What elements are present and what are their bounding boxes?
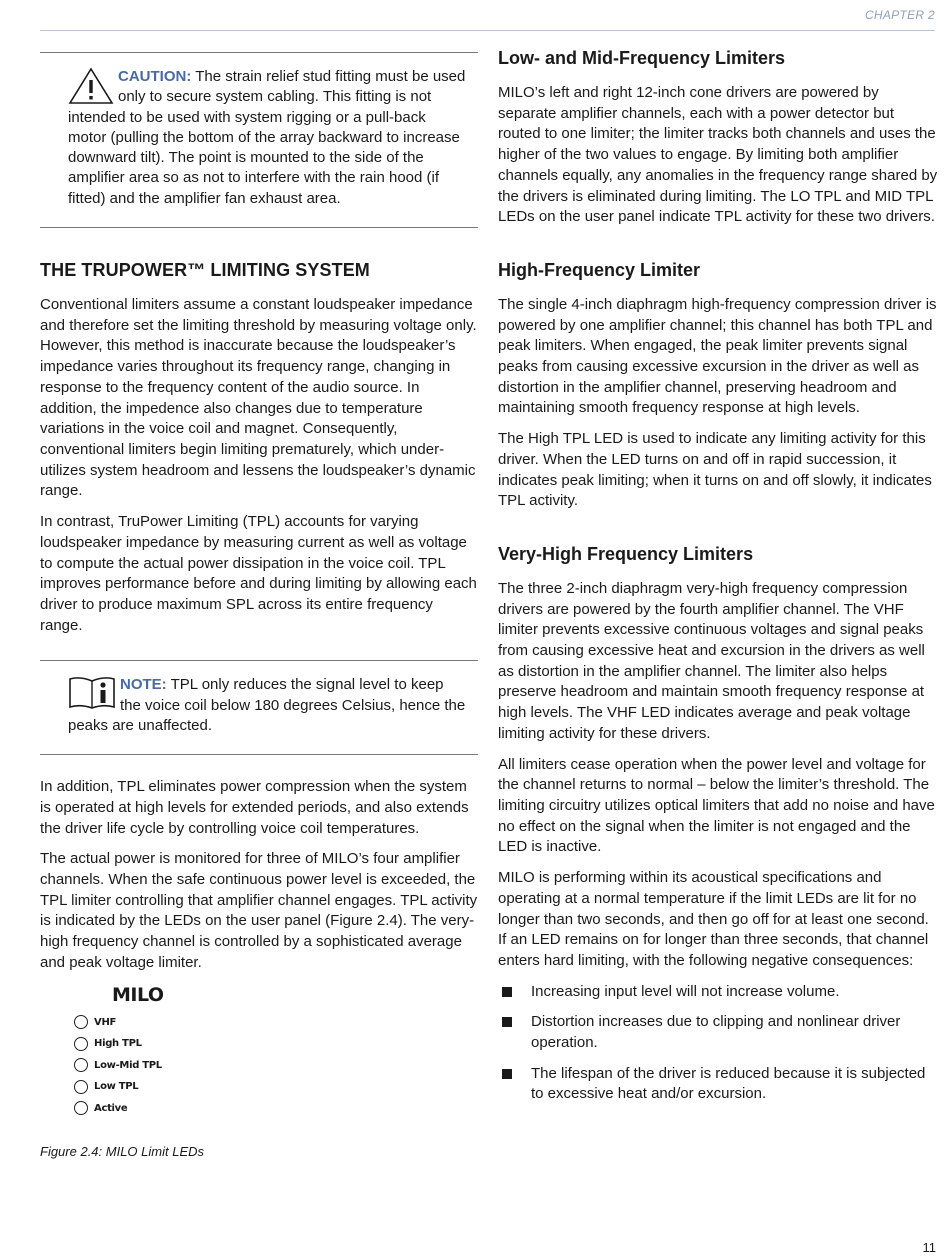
list-item xyxy=(498,1012,938,1053)
square-bullet-icon xyxy=(502,1017,512,1027)
caution-body: The strain relief stud fitting must be used only to secure system cabling. This fitting is not intended to be used with system rigging or a pull-back motor (pulling the bottom of the array backward to increase downward tilt). The point is mounted to the side of the amplifier area so as not to interfere with the rain hood (if fitted) and the amplifier fan exhaust area. xyxy=(68,68,466,207)
led-label: High TPL xyxy=(94,1038,142,1050)
subsection-title: High-Frequency Limiter xyxy=(498,259,701,280)
list-item xyxy=(498,1064,938,1105)
paragraph: All limiters cease operation when the power level and voltage for the channel returns to normal – below the limiter’s threshold. The limiting circuitry utilizes optical limiters that add no noise and have no effect on the signal when the limiter is not engaged and the LED is inactive. xyxy=(498,755,935,856)
led-circle-icon xyxy=(74,1080,88,1094)
left-column xyxy=(40,52,478,1159)
led-item xyxy=(74,1055,478,1077)
figure-caption: Figure 2.4: MILO Limit LEDs xyxy=(40,1143,204,1159)
consequence-list xyxy=(498,982,938,1106)
list-item-text: Increasing input level will not increase volume. xyxy=(531,982,840,1000)
paragraph: MILO is performing within its acoustical specifications and operating at a normal temperature if the limit LEDs are lit for no longer than two seconds, and then go off for at least one second. If an LED remains on for longer than three seconds, that channel enters hard limiting, with the following negative consequences: xyxy=(498,869,929,969)
paragraph: In contrast, TruPower Limiting (TPL) accounts for varying loudspeaker impedance by measuring current as well as voltage to compute the actual power dissipation in the voice coil. TPL improves performance before and during limiting by allowing each driver to produce maximum SPL across its entire frequency range. xyxy=(40,513,477,634)
led-label: Low TPL xyxy=(94,1081,139,1093)
led-circle-icon xyxy=(74,1037,88,1051)
paragraph: MILO’s left and right 12-inch cone drivers are powered by separate amplifier channels, each with a power detector but routed to one limiter; the limiter tracks both channels and uses the higher of the two values to engage. By limiting both amplifier channels equally, any anomalies in the frequency range shared by the drivers is eliminated during limiting. The LO TPL and MID TPL LEDs on the user panel indicate TPL activity for these two drivers. xyxy=(498,84,938,226)
info-book-icon xyxy=(68,675,116,711)
figure-title: MILO xyxy=(112,983,164,1006)
led-label: Low-Mid TPL xyxy=(94,1059,162,1071)
paragraph: The single 4-inch diaphragm high-frequency compression driver is powered by one amplifier channel; this channel has both TPL and peak limiters. When engaged, the peak limiter prevents signal peaks from causing excessive excursion in the driver as well as distortion in the amplifier channel, preserving headroom and maintaining smooth frequency response at high levels. xyxy=(498,295,937,417)
led-circle-icon xyxy=(74,1015,88,1029)
led-item xyxy=(74,1033,478,1055)
warning-triangle-icon xyxy=(68,67,114,105)
paragraph: Conventional limiters assume a constant loudspeaker impedance and therefore set the limiting threshold by measuring voltage only. However, this method is inaccurate because the loudspeaker’s impedance varies throughout its frequency range, changing in response to the frequency content of the audio source. In addition, the impedence also changes due to temperature variations in the voice coil and magnet. Consequently, conventional limiters begin limiting prematurely, which under-utilizes system headroom and lessens the loudspeaker’s dynamic range. xyxy=(40,296,477,500)
paragraph: The High TPL LED is used to indicate any limiting activity for this driver. When the LED turns on and off in rapid succession, it indicates peak limiting; when it turns on and off slowly, it indicates TPL activity. xyxy=(498,430,932,510)
subsection-title: Very-High Frequency Limiters xyxy=(498,543,754,564)
list-item xyxy=(498,982,938,1003)
caution-label: CAUTION: xyxy=(118,68,192,85)
led-item xyxy=(74,1012,478,1034)
square-bullet-icon xyxy=(502,1069,512,1079)
caution-callout xyxy=(40,52,478,228)
note-body: TPL only reduces the signal level to keep the voice coil below 180 degrees Celsius, hence the peaks are unaffected. xyxy=(68,676,466,734)
note-text xyxy=(68,675,468,736)
led-item xyxy=(74,1076,478,1098)
list-item-text: Distortion increases due to clipping and nonlinear driver operation. xyxy=(531,1013,901,1052)
section-title: THE TRUPOWER™ LIMITING SYSTEM xyxy=(40,260,370,281)
paragraph: The three 2-inch diaphragm very-high frequency compression drivers are powered by the fourth amplifier channel. The VHF limiter prevents excessive continuous voltages and signal peaks from causing excessive heat and excursion in the drivers as well as distortion in the amplifier channel. The limiter also helps preserve headroom and maintain smooth frequency response at high levels. The VHF LED indicates average and peak voltage limiting activity for these drivers. xyxy=(498,579,925,742)
led-item xyxy=(74,1098,478,1120)
note-label: NOTE: xyxy=(120,676,167,694)
led-label: Active xyxy=(94,1102,128,1114)
square-bullet-icon xyxy=(502,987,512,997)
note-callout xyxy=(40,660,478,755)
led-circle-icon xyxy=(74,1058,88,1072)
led-circle-icon xyxy=(74,1101,88,1115)
right-column xyxy=(498,48,938,1115)
chapter-label: CHAPTER 2 xyxy=(864,8,935,22)
header-rule xyxy=(40,30,935,31)
caution-text xyxy=(68,67,468,209)
led-list xyxy=(74,1012,478,1120)
milo-led-figure xyxy=(74,984,478,1124)
page-number: 11 xyxy=(922,1240,936,1255)
led-label: VHF xyxy=(94,1016,117,1028)
list-item-text: The lifespan of the driver is reduced because it is subjected to excessive heat and/or excursion. xyxy=(531,1064,926,1103)
paragraph: In addition, TPL eliminates power compression when the system is operated at high levels for extended periods, and also extends the driver life cycle by controlling voice coil temperatures. xyxy=(40,778,469,837)
subsection-title: Low- and Mid-Frequency Limiters xyxy=(498,48,786,68)
paragraph: The actual power is monitored for three of MILO’s four amplifier channels. When the safe continuous power level is exceeded, the TPL limiter controlling that amplifier channel engages. TPL activity is indicated by the LEDs on the user panel (Figure 2.4). The very-high frequency channel is controlled by a sophisticated average and peak voltage limiter. xyxy=(40,850,478,971)
